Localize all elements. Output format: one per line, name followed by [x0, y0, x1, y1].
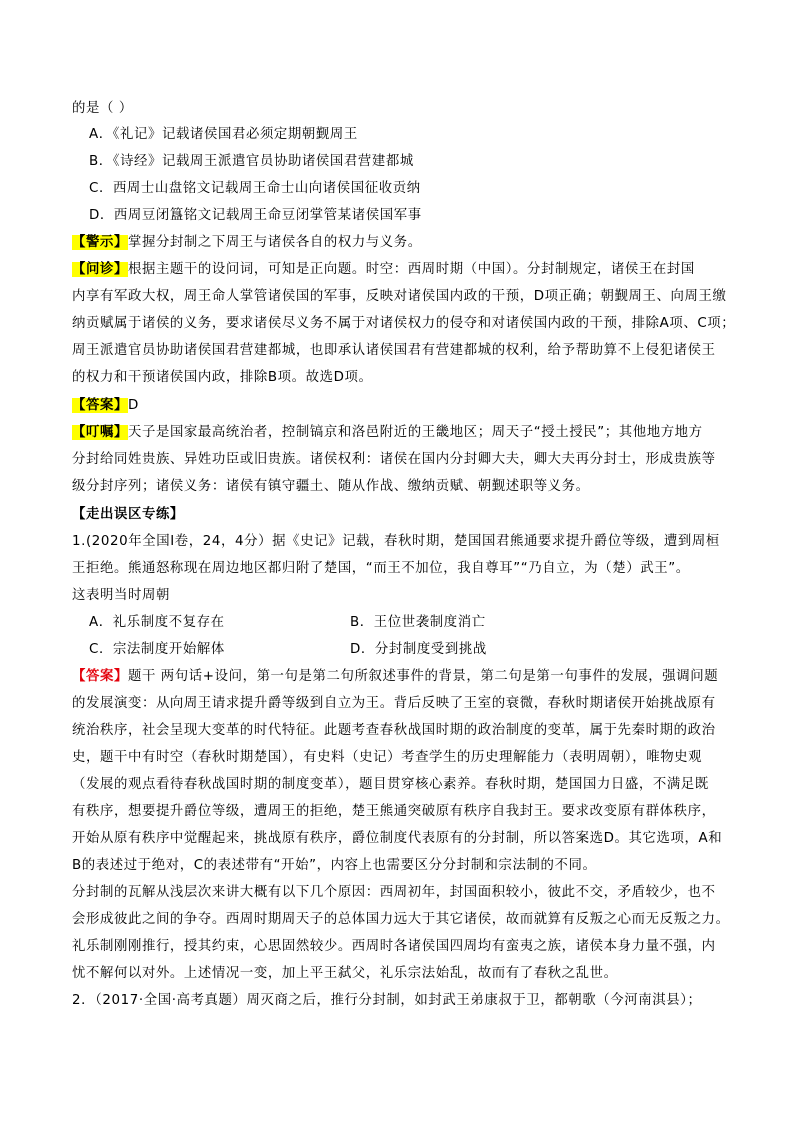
diagnosis-line-4: 周王派遣官员协助诸侯国君营建都城，也即承认诸侯国君有营建都城的权利，给予帮助算不上侵犯诸侯王	[72, 343, 716, 358]
q1-options-row-1	[89, 613, 486, 632]
q1-answer-line-2: 的发展演变：从向周王请求提升爵等级到自立为王。背后反映了王室的衰微，春秋时期诸侯开始挑战原有	[72, 696, 716, 711]
answer-value: D	[127, 398, 139, 413]
question-stem-tail: 的是（ ）	[72, 101, 133, 116]
answer-tag: 【答案】	[72, 398, 128, 413]
reminder-line-3: 级分封序列；诸侯义务：诸侯有镇守疆土、随从作战、缴纳贡赋、朝觐述职等义务。	[72, 479, 590, 494]
q1-answer-tag: 【答案】	[72, 669, 128, 684]
diagnosis-tag: 【问诊】	[72, 262, 128, 277]
q1-stem-line-2: 王拒绝。熊通怒称现在周边地区都归附了楚国，“而王不加位，我自尊耳”“乃自立，为（楚）武王”。	[72, 561, 690, 576]
diagnosis-line-2: 内享有军政大权，周王命人掌管诸侯国的军事，反映对诸侯国内政的干预，D项正确；朝觐周王、向周王缴	[72, 289, 727, 304]
option-b: B．《诗经》记载周王派遣官员协助诸侯国君营建都城	[89, 154, 414, 169]
option-a: A．《礼记》记载诸侯国君必须定期朝觐周王	[89, 127, 358, 142]
warning-line	[72, 233, 422, 252]
q1-option-b: B．王位世袭制度消亡	[350, 615, 486, 630]
q1-answer-line-4: 史，题干中有时空（春秋时期楚国），有史料（史记）考查学生的历史理解能力（表明周朝），唯物史观	[72, 750, 703, 765]
q1-answer-line-1: 【答案】题干 两句话+设问，第一句是第二句所叙述事件的背景，第二句是第一句事件的发展，强调问题	[72, 669, 719, 684]
q1-extra-line-2: 会形成彼此之间的争夺。西周时期周天子的总体国力远大于其它诸侯，故而就算有反叛之心而无反叛之力。	[72, 912, 730, 927]
reminder-line-2: 分封给同姓贵族、异姓功臣或旧贵族。诸侯权利：诸侯在国内分封卿大夫，卿大夫再分封士，形成贵族等	[72, 452, 716, 467]
option-c: C．西周士山盘铭文记载周王命士山向诸侯国征收贡纳	[89, 181, 421, 196]
q1-answer-line-8: B的表述过于绝对，C的表述带有“开始”，内容上也需要区分分封制和宗法制的不同。	[72, 858, 597, 873]
option-d: D．西周豆闭簋铭文记载周王命豆闭掌管某诸侯国军事	[89, 208, 422, 223]
q1-answer-line-6: 有秩序，想要提升爵位等级，遭周王的拒绝，楚王熊通突破原有秩序自我封王。要求改变原有群体秩序，	[72, 804, 716, 819]
q1-option-d: D．分封制度受到挑战	[350, 642, 487, 657]
q1-option-a: A．礼乐制度不复存在	[89, 615, 225, 630]
diagnosis-line-3: 纳贡赋属于诸侯的义务，要求诸侯尽义务不属于对诸侯权力的侵夺和对诸侯国内政的干预，排除A项、C项；	[72, 316, 736, 331]
section-title: 【走出误区专练】	[72, 507, 184, 522]
q1-extra-line-4: 忧不解何以对外。上述情况一变，加上平王弑父，礼乐宗法始乱，故而有了春秋之乱世。	[72, 966, 618, 981]
q2-stem-line-1: 2．（2017·全国·高考真题）周灭商之后，推行分封制，如封武王弟康叔于卫，都朝歌（今河南淇县）；	[72, 993, 702, 1008]
q1-stem-line-3: 这表明当时周朝	[72, 588, 170, 603]
q1-stem-line-1: 1.(2020年全国Ⅰ卷，24，4分）据《史记》记载，春秋时期，楚国国君熊通要求提升爵位等级，遭到周桓	[72, 534, 720, 549]
q1-option-c: C．宗法制度开始解体	[89, 642, 225, 657]
q1-answer-line-5: （发展的观点看待春秋战国时期的制度变革），题目贯穿核心素养。春秋时期，楚国国力日盛，不满足既	[72, 777, 709, 792]
reminder-line-1: 【叮嘱】天子是国家最高统治者，控制镐京和洛邑附近的王畿地区；周天子“授土授民”；其他地方地方	[72, 425, 703, 440]
q1-answer-line-7: 开始从原有秩序中觉醒起来，挑战原有秩序，爵位制度代表原有的分封制，所以答案选D。其它选项，A和	[72, 831, 723, 846]
q1-extra-line-3: 礼乐制刚刚推行，授其约束，心思固然较少。西周时各诸侯国四周均有蛮夷之族，诸侯本身力量不强，内	[72, 939, 716, 954]
diagnosis-line-1: 【问诊】根据主题干的设问词，可知是正向题。时空：西周时期（中国）。分封制规定，诸侯王在封国	[72, 262, 695, 277]
warning-text: 掌握分封制之下周王与诸侯各自的权力与义务。	[127, 235, 422, 250]
diagnosis-line-5: 的权力和干预诸侯国内政，排除B项。故选D项。	[72, 370, 373, 385]
q1-options-row-2	[89, 640, 487, 659]
warning-tag: 【警示】	[72, 235, 128, 250]
q1-answer-line-3: 统治秩序，社会呈现大变革的时代特征。此题考查春秋战国时期的政治制度的变革，属于先秦时期的政治	[72, 723, 716, 738]
reminder-tag: 【叮嘱】	[72, 425, 128, 440]
answer-line	[72, 396, 139, 415]
q1-extra-line-1: 分封制的瓦解从浅层次来讲大概有以下几个原因：西周初年，封国面积较小，彼此不交，矛盾较少，也不	[72, 885, 716, 900]
